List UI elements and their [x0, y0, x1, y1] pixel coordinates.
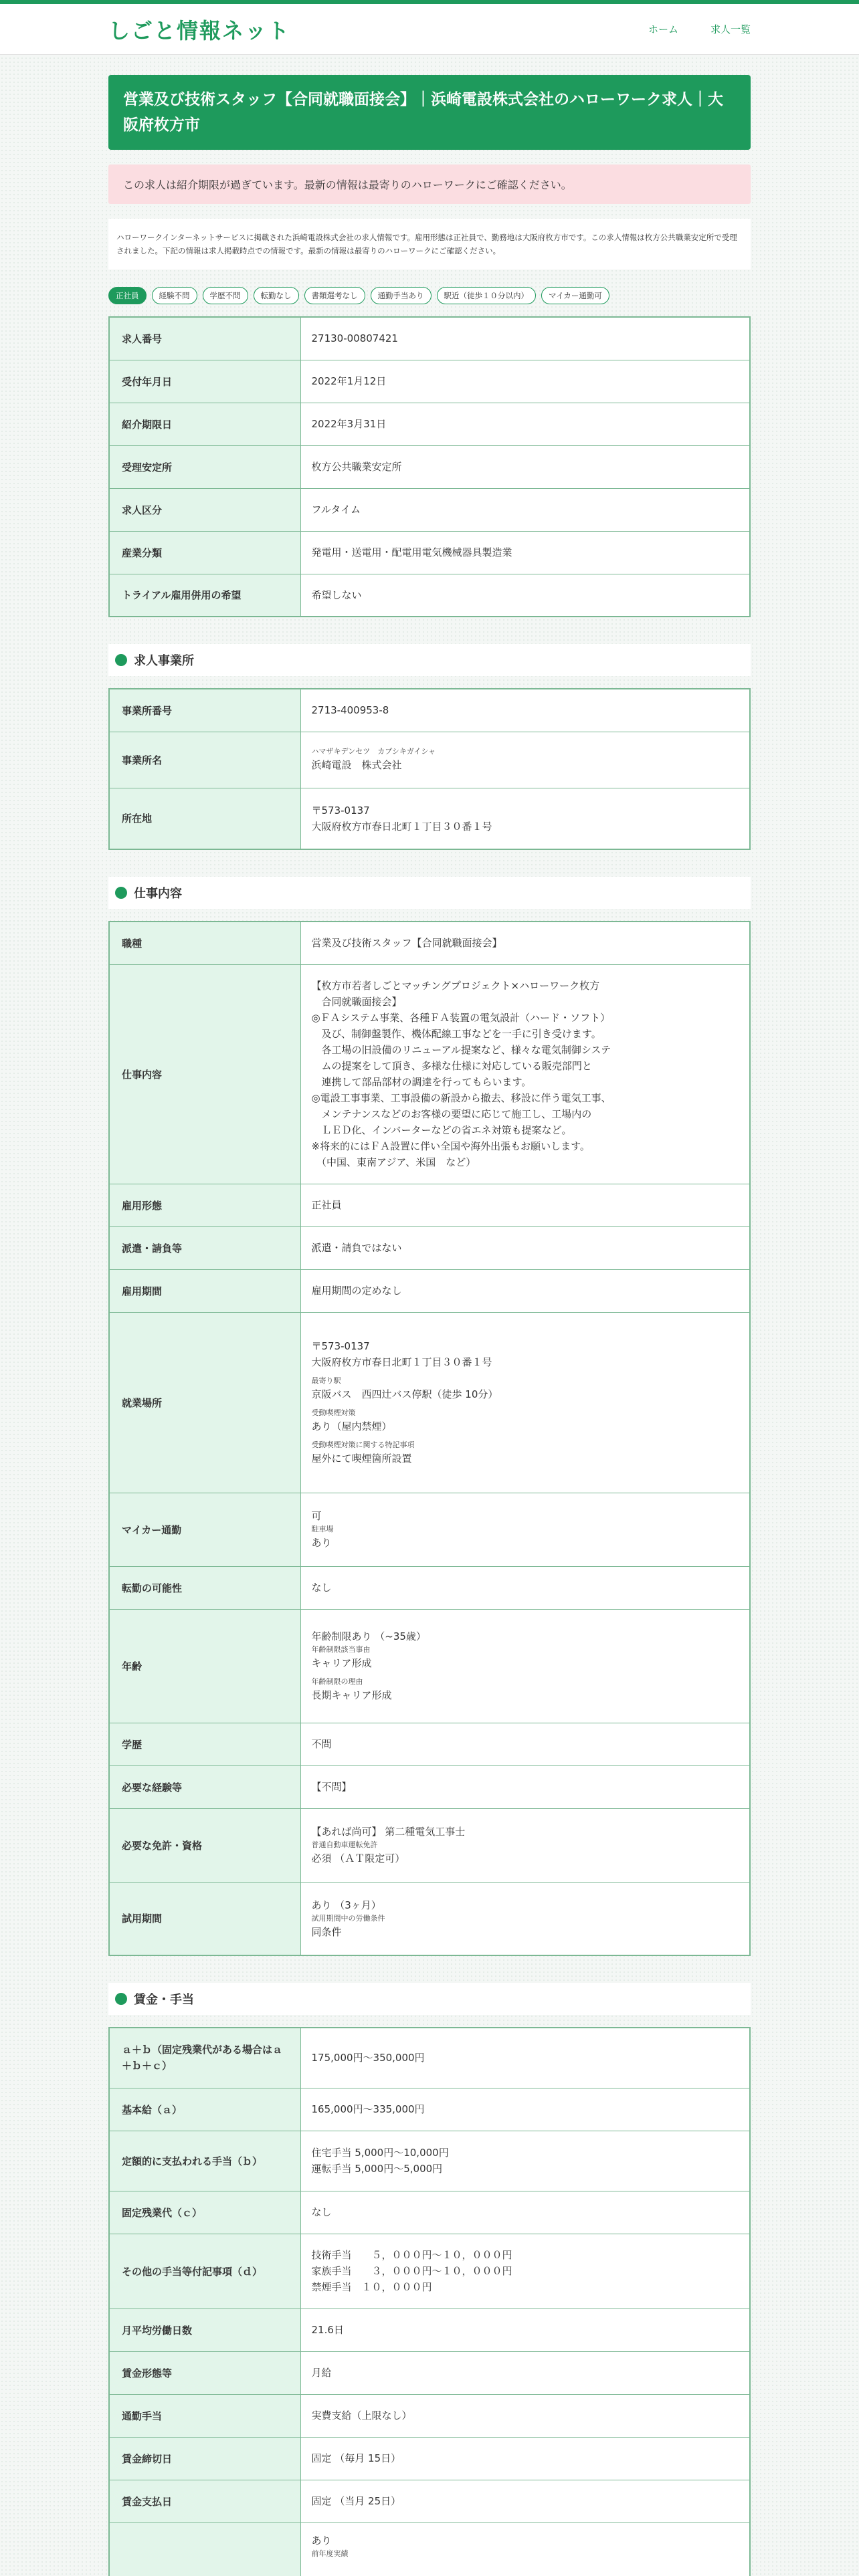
row-label: 雇用期間 [109, 1269, 300, 1312]
section-title: 求人事業所 [134, 654, 194, 668]
office-kana: ハマザキデンセツ カブシキガイシャ [311, 747, 436, 756]
table-row [109, 732, 750, 788]
tag-item: マイカー通勤可 [541, 287, 609, 304]
row-label: 受付年月日 [109, 360, 300, 403]
row-label: 受理安定所 [109, 445, 300, 488]
row-label: 転勤の可能性 [109, 1566, 300, 1609]
table-row [109, 2234, 750, 2309]
row-value: 2713-400953-8 [311, 704, 389, 717]
table-row [109, 317, 750, 360]
tag-item: 転勤なし [254, 287, 299, 304]
nav-job-list-link[interactable]: 求人一覧 [710, 23, 751, 35]
row-label: 試用期間 [109, 1882, 300, 1955]
table-row [109, 2351, 750, 2394]
table-row [109, 1312, 750, 1493]
row-label: 事業所名 [109, 732, 300, 788]
row-value: 発電用・送電用・配電用電気機械器具製造業 [311, 546, 512, 558]
tag-item: 学歴不問 [203, 287, 248, 304]
row-label [109, 2523, 300, 2576]
nav-home-link[interactable]: ホーム [648, 23, 678, 35]
row-label: 派遣・請負等 [109, 1226, 300, 1269]
section-dot-icon [115, 654, 127, 666]
row-value: 165,000円〜335,000円 [311, 2103, 425, 2115]
table-row [109, 2309, 750, 2351]
section-dot-icon [115, 887, 127, 899]
row-label: トライアル雇用併用の希望 [109, 574, 300, 617]
table-row [109, 2028, 750, 2088]
table-row [109, 2088, 750, 2131]
row-label: その他の手当等付記事項（ｄ） [109, 2234, 300, 2309]
section-heading-office [108, 644, 751, 676]
row-value: 正社員 [311, 1199, 342, 1211]
table-row [109, 2394, 750, 2437]
table-row [109, 964, 750, 1184]
fixed-allowance-1: 住宅手当 5,000円〜10,000円 [311, 2147, 449, 2159]
trial-sub-label: 試用期間中の労働条件 [311, 1913, 385, 1923]
row-value: なし [311, 2206, 332, 2218]
row-label: 通勤手当 [109, 2394, 300, 2437]
table-row [109, 1184, 750, 1226]
smoke-value: あり（屋内禁煙） [311, 1420, 392, 1432]
row-label: 雇用形態 [109, 1184, 300, 1226]
row-value: 希望しない [311, 588, 362, 601]
age-reason-value: キャリア形成 [311, 1657, 372, 1669]
car-value: 可 [311, 1510, 322, 1522]
table-row [109, 488, 750, 531]
parking-label: 駐車場 [311, 1525, 334, 1533]
table-row [109, 403, 750, 445]
station-label: 最寄り駅 [311, 1376, 341, 1385]
row-label: ａ＋ｂ（固定残業代がある場合はａ＋ｂ＋ｃ） [109, 2028, 300, 2088]
table-row [109, 1566, 750, 1609]
row-label: 基本給（ａ） [109, 2088, 300, 2131]
row-label: 就業場所 [109, 1312, 300, 1493]
station-value: 京阪バス 西四辻バス停駅（徒歩 10分） [311, 1388, 498, 1400]
office-zip: 〒573-0137 [311, 804, 370, 817]
row-label: 産業分類 [109, 531, 300, 574]
table-row [109, 1269, 750, 1312]
main-nav [648, 22, 751, 36]
table-row [109, 2437, 750, 2480]
row-label: 賃金締切日 [109, 2437, 300, 2480]
wage-table [108, 2027, 751, 2576]
license-sub-value: 必須 （ＡＴ限定可） [311, 1852, 405, 1864]
row-value: 月給 [311, 2367, 332, 2379]
table-row [109, 1765, 750, 1808]
raise-sub-label: 前年度実績 [311, 2549, 349, 2558]
row-label: 必要な経験等 [109, 1765, 300, 1808]
office-table [108, 688, 751, 850]
page-title: 営業及び技術スタッフ【合同就職面接会】｜浜崎電設株式会社のハローワーク求人｜大阪府枚方市 [108, 75, 751, 150]
trial-sub-value: 同条件 [311, 1925, 342, 1938]
table-row [109, 1723, 750, 1765]
table-row [109, 2191, 750, 2234]
table-row [109, 531, 750, 574]
parking-value: あり [311, 1537, 332, 1549]
tag-item: 書類選考なし [304, 287, 365, 304]
row-value: 営業及び技術スタッフ【合同就職面接会】 [311, 937, 502, 950]
license-sub-label: 普通自動車運転免許 [311, 1840, 378, 1849]
raise-value: あり [311, 2534, 332, 2547]
trial-value: あり （3ヶ月） [311, 1899, 381, 1911]
row-label: 事業所番号 [109, 689, 300, 732]
site-header [0, 4, 859, 55]
smoke-note-label: 受動喫煙対策に関する特記事項 [311, 1440, 415, 1449]
tag-item: 経験不問 [152, 287, 197, 304]
row-label: 所在地 [109, 788, 300, 849]
basic-info-table [108, 316, 751, 617]
row-value: 175,000円〜350,000円 [311, 2052, 425, 2064]
table-row [109, 445, 750, 488]
row-value: 2022年1月12日 [311, 375, 387, 387]
age-value: 年齢制限あり （~35歳） [311, 1630, 426, 1642]
job-description: ハローワークインターネットサービスに掲載された浜崎電設株式会社の求人情報です。雇用形態は正社員で、勤務地は大阪府枚方市です。この求人情報は枚方公共職業安定所で受理されました。下記の情報は求人掲載時点での情報です。最新の情報は最寄りのハローワークにご確認ください。 [108, 219, 751, 270]
row-label: 必要な免許・資格 [109, 1808, 300, 1882]
license-value: 【あれば尚可】 第二種電気工事士 [311, 1826, 466, 1838]
row-label: 求人番号 [109, 317, 300, 360]
work-table [108, 921, 751, 1956]
section-title: 賃金・手当 [134, 1993, 194, 2007]
table-row [109, 1808, 750, 1882]
row-value: 2022年3月31日 [311, 418, 387, 430]
row-value: 雇用期間の定めなし [311, 1285, 402, 1297]
tag-employment: 正社員 [108, 287, 147, 304]
row-value: 27130-00807421 [311, 332, 398, 345]
row-value: 枚方公共職業安定所 [311, 461, 402, 473]
feature-tags [108, 287, 751, 304]
row-label: 年齢 [109, 1609, 300, 1723]
tag-item: 駅近（徒歩１０分以内） [437, 287, 537, 304]
main-content [108, 55, 751, 2576]
smoke-label: 受動喫煙対策 [311, 1408, 356, 1417]
age-why-label: 年齢制限の理由 [311, 1677, 363, 1686]
row-value: フルタイム [311, 504, 361, 516]
job-content: 【枚方市若者しごとマッチングプロジェクト×ハローワーク枚方 合同就職面接会】 ◎ＦＡシステム事業、各種ＦＡ装置の電気設計（ハード・ソフト） 及び、制御盤製作、機体配線工事などを一手に引き受けます。 各工場の旧設備のリニューアル提案など、様々な電気制御システ ムの提案をして頂き、多様な仕様に対応している販売部門と 連携して部品部材の調達を行ってもらいます。 ◎電設工事事業、工事設備の新設から撤去、移設に伴う電気工事、 メンテナンスなどのお客様の要望に応じて施工し、工場内の ＬＥＤ化、インバーターなどの省エネ対策も提案など。 ※将来的にはＦＡ設置に伴い全国や海外出張もお願いします。 （中国、東南アジア、米国 など） [311, 980, 611, 1168]
site-logo[interactable]: しごと情報ネット [108, 17, 291, 43]
table-row [109, 788, 750, 849]
table-row [109, 1609, 750, 1723]
row-label: 求人区分 [109, 488, 300, 531]
place-address: 大阪府枚方市春日北町１丁目３０番１号 [311, 1356, 492, 1368]
table-row [109, 1493, 750, 1566]
section-title: 仕事内容 [134, 887, 182, 901]
fixed-allowance-2: 運転手当 5,000円〜5,000円 [311, 2163, 443, 2175]
row-value: 派遣・請負ではない [311, 1242, 402, 1254]
row-value: 実費支給（上限なし） [311, 2409, 412, 2422]
table-row [109, 2131, 750, 2191]
row-label: 紹介期限日 [109, 403, 300, 445]
section-heading-wage [108, 1983, 751, 2015]
table-row [109, 1882, 750, 1955]
row-label: 賃金形態等 [109, 2351, 300, 2394]
office-name: 浜崎電設 株式会社 [311, 759, 402, 771]
row-label: 学歴 [109, 1723, 300, 1765]
section-heading-work [108, 877, 751, 909]
row-label: 定額的に支払われる手当（ｂ） [109, 2131, 300, 2191]
table-row [109, 360, 750, 403]
row-label: 賃金支払日 [109, 2480, 300, 2523]
row-label: 月平均労働日数 [109, 2309, 300, 2351]
table-row [109, 1226, 750, 1269]
row-value: 不問 [311, 1738, 332, 1750]
smoke-note-value: 屋外にて喫煙箇所設置 [311, 1453, 412, 1465]
row-label: 職種 [109, 922, 300, 964]
row-value: 固定 （当月 25日） [311, 2495, 401, 2507]
row-label: 固定残業代（ｃ） [109, 2191, 300, 2234]
age-why-value: 長期キャリア形成 [311, 1689, 392, 1701]
row-value: 固定 （毎月 15日） [311, 2452, 401, 2464]
place-zip: 〒573-0137 [311, 1340, 370, 1352]
table-row [109, 574, 750, 617]
row-value: 【不問】 [311, 1781, 352, 1793]
row-value: なし [311, 1582, 332, 1594]
tag-item: 通勤手当あり [371, 287, 432, 304]
office-address: 大阪府枚方市春日北町１丁目３０番１号 [311, 820, 492, 833]
table-row [109, 922, 750, 964]
expired-alert: この求人は紹介期限が過ぎています。最新の情報は最寄りのハローワークにご確認ください。 [108, 165, 751, 204]
table-row [109, 689, 750, 732]
row-value: 21.6日 [311, 2324, 344, 2336]
age-reason-label: 年齢制限該当事由 [311, 1645, 371, 1654]
table-row [109, 2480, 750, 2523]
row-label: 仕事内容 [109, 964, 300, 1184]
table-row [109, 2523, 750, 2576]
section-dot-icon [115, 1993, 127, 2005]
row-label: マイカー通勤 [109, 1493, 300, 1566]
other-allowances: 技術手当 ５，０００円〜１０，０００円 家族手当 ３，０００円〜１０，０００円 禁煙手当 １０，０００円 [311, 2249, 512, 2293]
